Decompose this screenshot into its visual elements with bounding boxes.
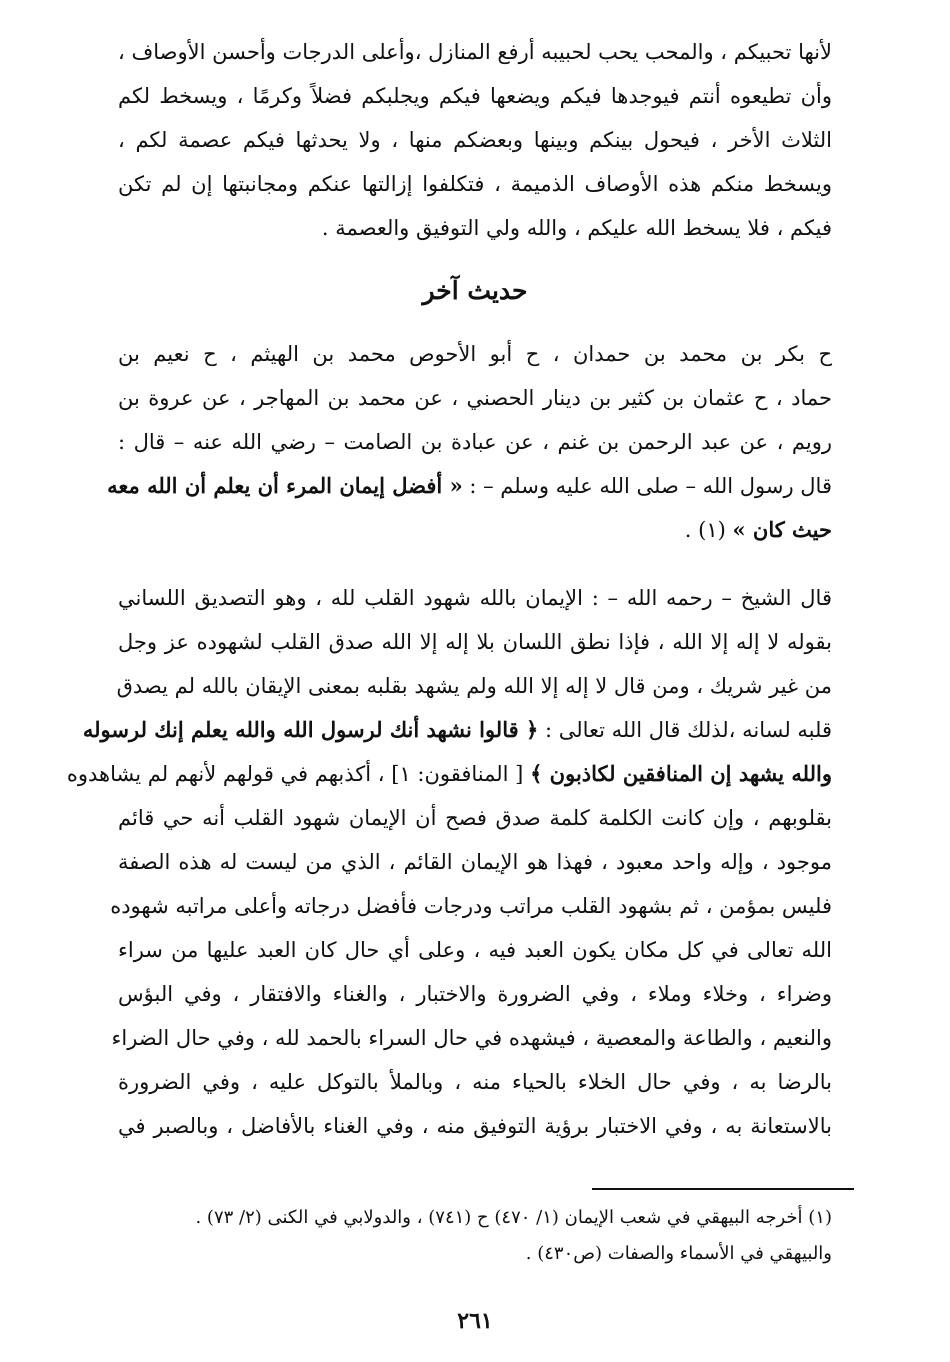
page-number: ٢٦١ (457, 1308, 493, 1334)
hadith-text: حيث كان » (732, 517, 832, 542)
text-line: بالاستعانة به ، وفي الاختبار برؤية التوفيق منه ، وفي الغناء بالأفاضل ، وبالصبر في (118, 1114, 832, 1138)
text-line: حماد ، ح عثمان بن كثير بن دينار الحصني ، عن محمد بن المهاجر ، عن عروة بن (118, 386, 832, 410)
paragraph-intro (118, 30, 832, 250)
text-line: لأنها تحبيكم ، والمحب يحب لحبيبه أرفع المنازل ،وأعلى الدرجات وأحسن الأوصاف ، (118, 40, 832, 64)
text-line: من غير شريك ، ومن قال لا إله إلا الله ولم يشهد بقلبه بمعنى الإيقان بالله لم يصدق (116, 674, 832, 698)
text-line: الثلاث الأخر ، فيحول بينكم وبينها وبعضكم منها ، ولا يحدثها فيكم عصمة لكم ، (118, 128, 832, 152)
text-line: فليس بمؤمن ، ثم بشهود القلب مراتب ودرجات فأفضل درجاته وأعلى مراتبه شهوده (110, 894, 832, 918)
text-line: ح بكر بن محمد بن حمدان ، ح أبو الأحوص محمد بن الهيثم ، ح نعيم بن (118, 342, 832, 366)
section-heading: حديث آخر (422, 276, 528, 305)
paragraph-commentary (66, 576, 832, 1148)
text-normal: قلبه لسانه ،لذلك قال الله تعالى : (538, 718, 832, 742)
text-line: وأن تطيعوه أنتم فيوجدها فيكم ويضعها فيكم ويجلبكم فضلاً وكرمًا ، ويسخط لكم (118, 84, 832, 108)
footnotes (118, 1200, 832, 1272)
text-line: وضراء ، وخلاء وملاء ، وفي الضرورة والاختبار ، والغناء والافتقار ، وفي البؤس (118, 982, 832, 1006)
text-line: بالرضا به ، وفي حال الخلاء بالحياء منه ، وبالملأ بالتوكل عليه ، وفي الضرورة (118, 1070, 832, 1094)
text-line: الله تعالى في كل مكان يكون العبد فيه ، وعلى أي حال كان العبد عليها من سراء (118, 938, 832, 962)
text-normal: قال رسول الله – صلى الله عليه وسلم – : (462, 474, 832, 498)
quran-verse: والله يشهد إن المنافقين لكاذبون ﴾ (530, 761, 832, 786)
quran-verse: ﴿ قالوا نشهد أنك لرسول الله والله يعلم إنك لرسوله (82, 717, 539, 742)
text-line: ويسخط منكم هذه الأوصاف الذميمة ، فتكلفوا إزالتها عنكم ومجانبتها إن لم تكن (118, 172, 832, 196)
text-line: رويم ، عن عبد الرحمن بن غنم ، عن عبادة بن الصامت – رضي الله عنه – قال : (118, 430, 832, 454)
hadith-text: « أفضل إيمان المرء أن يعلم أن الله معه (107, 473, 463, 498)
text-line: بقوله لا إله إلا الله ، فإذا نطق اللسان بلا إله إلا الله صدق القلب لشهوده عز وجل (118, 630, 832, 654)
text-normal: [ المنافقون: ١] ، أكذبهم في قولهم لأنهم لم يشاهدوه (66, 762, 531, 786)
text-line: والنعيم ، والطاعة والمعصية ، فيشهده في حال السراء بالحمد لله ، وفي حال الضراء (111, 1026, 832, 1050)
footnote-line: (١) أخرجه البيهقي في شعب الإيمان (١/ ٤٧٠) ح (٧٤١) ، والدولابي في الكنى (٢/ ٧٣) . (195, 1207, 832, 1228)
text-line (82, 708, 832, 752)
text-line: بقلوبهم ، وإن كانت الكلمة كلمة صدق فصح أن الإيمان شهود القلب أنه حي قائم (118, 806, 832, 830)
text-line (66, 752, 832, 796)
footnote-ref: (١) . (684, 518, 733, 542)
text-line: قال الشيخ – رحمه الله – : الإيمان بالله شهود القلب لله ، وهو التصديق اللساني (118, 586, 832, 610)
footnote-divider (592, 1188, 854, 1190)
text-line (107, 464, 832, 508)
footnote-line: والبيهقي في الأسماء والصفات (ص٤٣٠) . (525, 1243, 832, 1264)
text-line: موجود ، وإله واحد معبود ، فهذا هو الإيمان القائم ، الذي من ليست له هذه الصفة (118, 850, 832, 874)
text-line: فيكم ، فلا يسخط الله عليكم ، والله ولي التوفيق والعصمة . (321, 216, 832, 240)
text-line (118, 508, 832, 552)
paragraph-hadith-chain (107, 332, 832, 552)
